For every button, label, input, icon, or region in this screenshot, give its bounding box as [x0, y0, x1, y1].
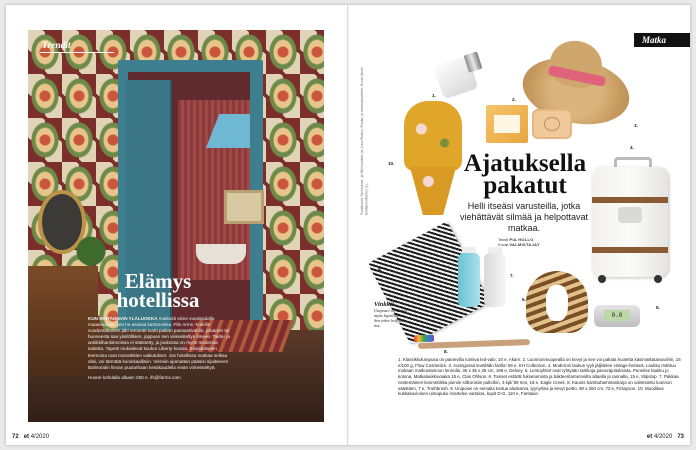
potted-plant: [76, 226, 106, 268]
item-number-9: 9.: [378, 267, 382, 272]
soap-bar-product: [532, 109, 572, 139]
folio-mag: et: [23, 434, 30, 440]
body-lead: KUN BRITANNIAN YLÄLUOKKA: [88, 316, 158, 321]
folio-issue: 4/2020: [30, 434, 50, 440]
item-number-1: 1.: [432, 93, 436, 98]
product-list: 1. Klassikkolumpusa on patnevilla toimiva led-valo, 10 e, Akam. 2. Luonnonmuopealla on kevyt ja sen voi pakata huoletta käsimatkatavaroihin, 15 e/100 g, Flow Cosmetics. 3. Auringossa levelläån farillo! 59 e, KH Collection. 4. Modernin laukun tyyli jäljittelee vintage-henkeä. Laukku mahtuu mukaan matkustamoon lennolla. 35 x 35 x 25 cm, 199 e, Delsey. 5. Lentoyhtiöt ovat ryhtyään tarkkoja painorajoituksista. Punnitse laukku jo kotona. Matkalaukkuvaaka 15 e, Clas Ohlson. 6. Tosiset estärät fuksetuminta ja bakteeritartunnoilta altaalla ja rannalla, 15 e, Slipstop. 7. Pakkaa nestemäinen kosmetiikka pieniin silikonisiin pulloihin, 3 kpl/ 88 mm, 18 e, Eagle Creek. 8. Kaunis bambuhammasharja on valmistettu luonnon säästäen, 7 e, Truthbrush. 9. Uniposei on semaila tuntua aluskarva, tyynyliina ja kevyt peitto, 90 x 250 cm, 72 e, Finlayson. 10. Muodikas kukkakuvioinen uimapuku imartelee vartaloa, kupit D-G, 110 e, Fantasie.: [398, 357, 681, 397]
item-number-6: 6.: [522, 297, 526, 302]
article-body: [88, 316, 230, 381]
hotel-info: Huone kohdalla alkaen 260 e. ifs@farms.com: [88, 374, 181, 380]
article-title-right: Ajatuksella pakatut: [463, 150, 587, 199]
item-number-10: 10.: [388, 161, 395, 166]
item-number-5: 5.: [656, 305, 660, 310]
photo-label: Kuvat: [498, 242, 509, 247]
item-number-4: 4.: [630, 145, 634, 150]
magazine-spread: [6, 5, 690, 445]
lamp-flask-product: [438, 53, 482, 93]
section-label: Trendit: [42, 41, 71, 51]
article-title: Elämys hotellissa: [116, 269, 200, 312]
body-text: matkusti viime vuosisadalla maaseudulle, sen he asuivat kartanoissa. Fife Arms -hotellin vuodentakainen jälti remontti tuotti paikan pannarsivahiin, jokainen tai huoneesta saa yksilöllisen, joppuan sen viimeisteltyn ilmeen. Taide- ja antiikkihankinnoissa ei säästetty, ja joukossa on myös modernia taidetta. Tapetit mukailevat kuulun Liberty-kuosia. Sisustukseen teemoina ovat monarkkien vaikutukset. Jos hotellissa matkaa selkaa olisi, voi tärmätä kuninkaallisiin. Viereiin ajomattan pääsisi sijaitseven Balmoralin linnan puutarhaan kesäkaudella eivän viimeisteltyä.: [88, 316, 230, 370]
travel-pillow-product: [526, 271, 588, 333]
spine-gutter: [347, 5, 349, 445]
suitcase-product: [592, 157, 670, 285]
text-author: PIA HOLLO: [509, 237, 534, 242]
item-number-2: 2.: [512, 97, 516, 102]
photo-author: VALMISTAJAT: [509, 242, 540, 247]
silicone-bottles-product: [458, 247, 508, 309]
image-credit: Tuotekuvat: Sennheiser- ja Stihl-tuotteet (et, Lauri Rotko), Ruoka- ja ravintolatuotteet. Kuvat (Anne Kotilainen/Kaiho) (1).: [360, 67, 369, 215]
folio-number: 72: [12, 434, 19, 440]
tip-text: Uniposei on kätevä myös lapsillekin. Sen tekee helposti itse.: [374, 308, 408, 328]
tip-callout: [374, 302, 410, 336]
luggage-scale-product: [594, 305, 640, 327]
article-subtitle: Helli itseäsi varusteilla, jotka viehättävät silmää ja helpottavat matkaa.: [459, 201, 589, 233]
bamboo-toothbrush-product: [418, 339, 530, 349]
section-tab: Matka: [634, 33, 690, 47]
framed-painting: [224, 190, 264, 224]
byline: [498, 237, 568, 247]
item-number-8: 8.: [444, 349, 448, 354]
right-folio: [647, 434, 684, 440]
folio-mag-right: et: [646, 434, 653, 440]
bathtub: [196, 244, 246, 264]
photo-credit: KUVAT FIFE ARMS: [328, 360, 332, 395]
folio-issue-right: 4/2020: [653, 434, 673, 440]
item-number-7: 7.: [510, 273, 514, 278]
item-number-3: 3.: [634, 123, 638, 128]
left-folio: [12, 434, 49, 440]
toothbrush-bristles: [414, 335, 434, 343]
folio-number-right: 73: [677, 434, 684, 440]
hotel-room-photo: [28, 30, 332, 422]
soap-box-product: [486, 105, 528, 143]
scale-display: 0.0: [604, 310, 630, 321]
text-label: Teksti: [498, 237, 509, 242]
section-rule: [40, 52, 114, 53]
tip-heading: Vinkki!: [374, 301, 395, 308]
